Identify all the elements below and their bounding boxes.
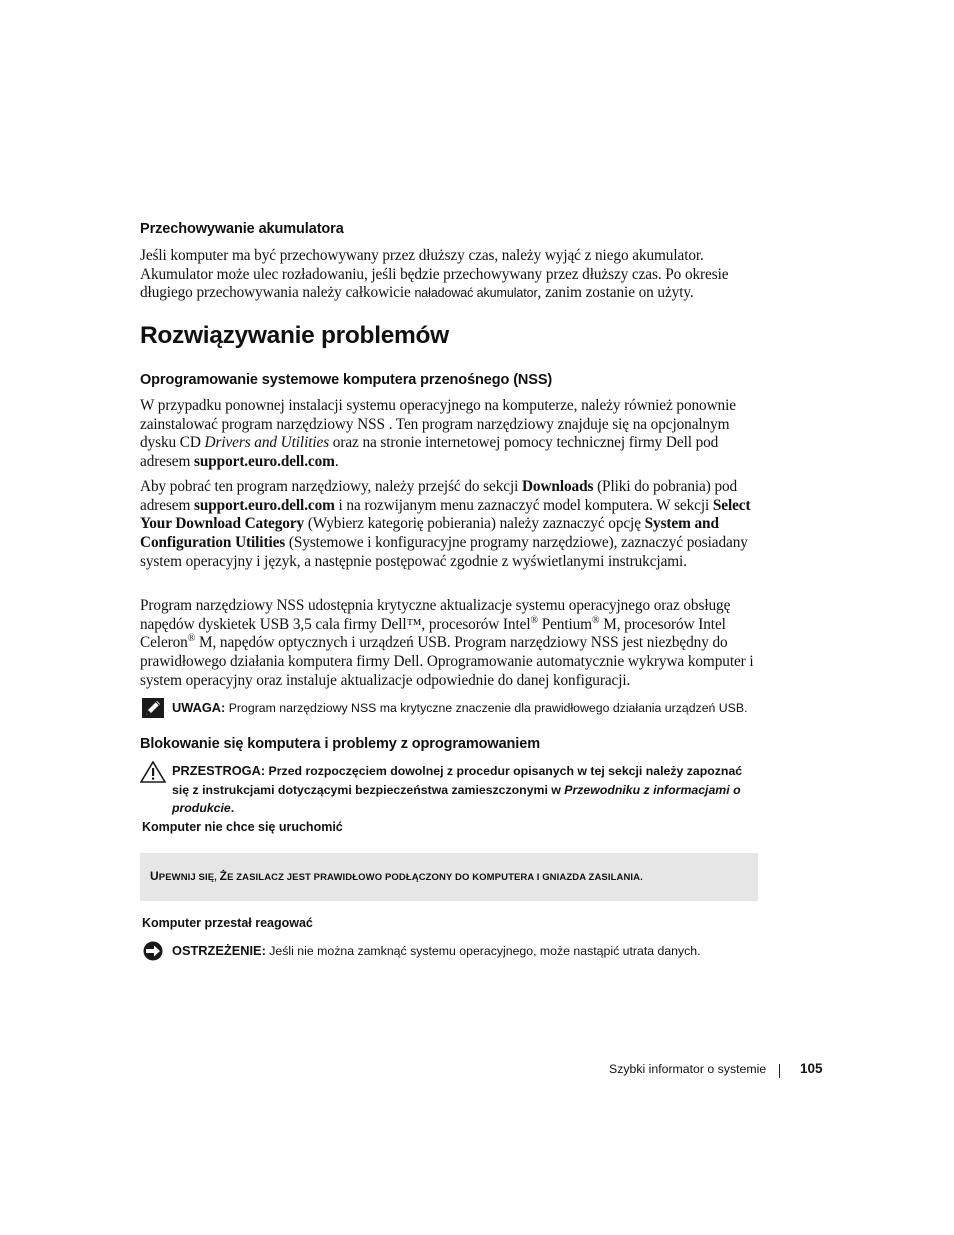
nss-paragraph-3 — [140, 597, 760, 691]
nss-p1-url: support.euro.dell.com — [194, 453, 335, 471]
caution-triangle-icon — [140, 761, 166, 783]
caution-text — [172, 762, 762, 818]
battery-storage-paragraph — [140, 247, 760, 303]
smallcaps-initial: U — [150, 869, 159, 883]
nss-paragraph-1 — [140, 397, 760, 472]
nss-p1-e: . — [334, 453, 339, 471]
action-box-text — [150, 869, 643, 883]
registered-mark: ® — [187, 633, 196, 645]
notice-text — [172, 942, 762, 961]
nss-p2-i: (Systemowe i konfiguracyjne programy narzędziowe), zaznaczyć posiadany system operacyjny i język, a następnie postępować zgodnie z wyświetlanymi instrukcjami. — [140, 534, 748, 570]
nss-p1-a: W przypadku ponownej instalacji systemu operacyjnego na komputerze, należy również ponownie zainstalować program narzędziowy NSS . Ten program narzędziowy znajduje się na opcjonalnym dysku CD — [140, 397, 736, 452]
smallcaps-text: E ZASILACZ JEST PRAWIDŁOWO PODŁĄCZONY DO KOMPUTERA I GNIAZDA ZASILANIA. — [227, 872, 643, 883]
note-pencil-icon — [142, 698, 164, 718]
section-heading-battery-storage: Przechowywanie akumulatora — [140, 221, 344, 237]
action-box — [140, 853, 758, 901]
registered-mark: ® — [530, 614, 538, 626]
subheading-wont-start: Komputer nie chce się uruchomić — [142, 820, 343, 834]
nss-paragraph-2 — [140, 478, 760, 572]
note-text — [172, 699, 762, 718]
nss-p2-option: System and Configuration Utilities — [140, 515, 719, 552]
nss-p2-g: (Wybierz kategorię pobierania) należy zaznaczyć opcję — [304, 515, 645, 533]
nss-p1-c: oraz na stronie internetowej pomocy technicznej firmy Dell pod adresem — [140, 434, 719, 471]
notice-body: Jeśli nie można zamknąć systemu operacyjnego, może nastąpić utrata danych. — [265, 944, 701, 958]
nss-p2-category: Select Your Download Category — [140, 496, 751, 533]
section-heading-nss: Oprogramowanie systemowe komputera przenośnego (NSS) — [140, 372, 553, 388]
caution-body-a: Przed rozpoczęciem dowolnej z procedur opisanych w tej sekcji należy zapoznać się z instrukcjami dotyczącymi bezpieczeństwa zamieszczonymi w — [172, 764, 743, 797]
battery-text-c: , zanim zostanie on użyty. — [537, 284, 694, 302]
section-heading-lockups: Blokowanie się komputera i problemy z oprogramowaniem — [140, 736, 540, 752]
nss-p2-a: Aby pobrać ten program narzędziowy, należy przejść do sekcji — [140, 478, 522, 495]
nss-p2-c: (Pliki do pobrania) pod adresem — [140, 478, 738, 514]
subheading-stopped-responding: Komputer przestał reagować — [142, 916, 313, 930]
page-title: Rozwiązywanie problemów — [140, 322, 449, 349]
caution-label: PRZESTROGA: — [172, 763, 266, 778]
caution-guide-title: Przewodniku z informacjami o produkcie — [172, 782, 741, 815]
notice-label: OSTRZEŻENIE: — [172, 943, 266, 958]
footer-divider — [779, 1064, 780, 1078]
nss-p2-e: i na rozwijanym menu zaznaczyć model komputera. W sekcji — [334, 496, 713, 514]
caution-body-c: . — [230, 801, 235, 815]
page-number: 105 — [800, 1061, 823, 1076]
battery-text-a: Jeśli komputer ma być przechowywany przez dłuższy czas, należy wyjąć z niego akumulator. Akumulator może ulec rozładowaniu, jeśli będzie przechowywany przez dłuższy czas. Po okresie długiego przechowywania należy całkowicie — [140, 247, 729, 302]
nss-p1-cd-title: Drivers and Utilities — [204, 434, 330, 452]
note-body: Program narzędziowy NSS ma krytyczne znaczenie dla prawidłowego działania urządzeń USB. — [225, 701, 748, 715]
smallcaps-initial: Ż — [219, 869, 228, 883]
nss-p2-url: support.euro.dell.com — [194, 496, 335, 514]
caution-callout — [140, 761, 760, 815]
nss-p2-downloads: Downloads — [521, 478, 594, 495]
nss-p3-b: Pentium — [537, 615, 592, 633]
footer-title: Szybki informator o systemie — [609, 1062, 767, 1076]
notice-callout — [140, 941, 760, 963]
nss-p3-a: Program narzędziowy NSS udostępnia krytyczne aktualizacje systemu operacyjnego oraz obsługę napędów dyskietek USB 3,5 cala firmy Dell™, procesorów Intel — [140, 597, 731, 633]
smallcaps-text: PEWNIJ SIĘ, — [158, 872, 220, 883]
note-callout — [140, 698, 760, 720]
nss-p3-c: M, procesorów Intel Celeron — [140, 615, 726, 652]
nss-p3-d: M, napędów optycznych i urządzeń USB. Program narzędziowy NSS jest niezbędny do prawidłowego działania komputera firmy Dell. Oprogramowanie automatycznie wykrywa komputer i system operacyjny oraz instaluje aktualizacje odpowiednie do danej konfiguracji. — [140, 634, 754, 689]
battery-text-b: naładować akumulator — [414, 286, 538, 301]
registered-mark: ® — [592, 614, 600, 626]
note-label: UWAGA: — [172, 700, 226, 715]
notice-arrow-icon — [142, 941, 164, 961]
